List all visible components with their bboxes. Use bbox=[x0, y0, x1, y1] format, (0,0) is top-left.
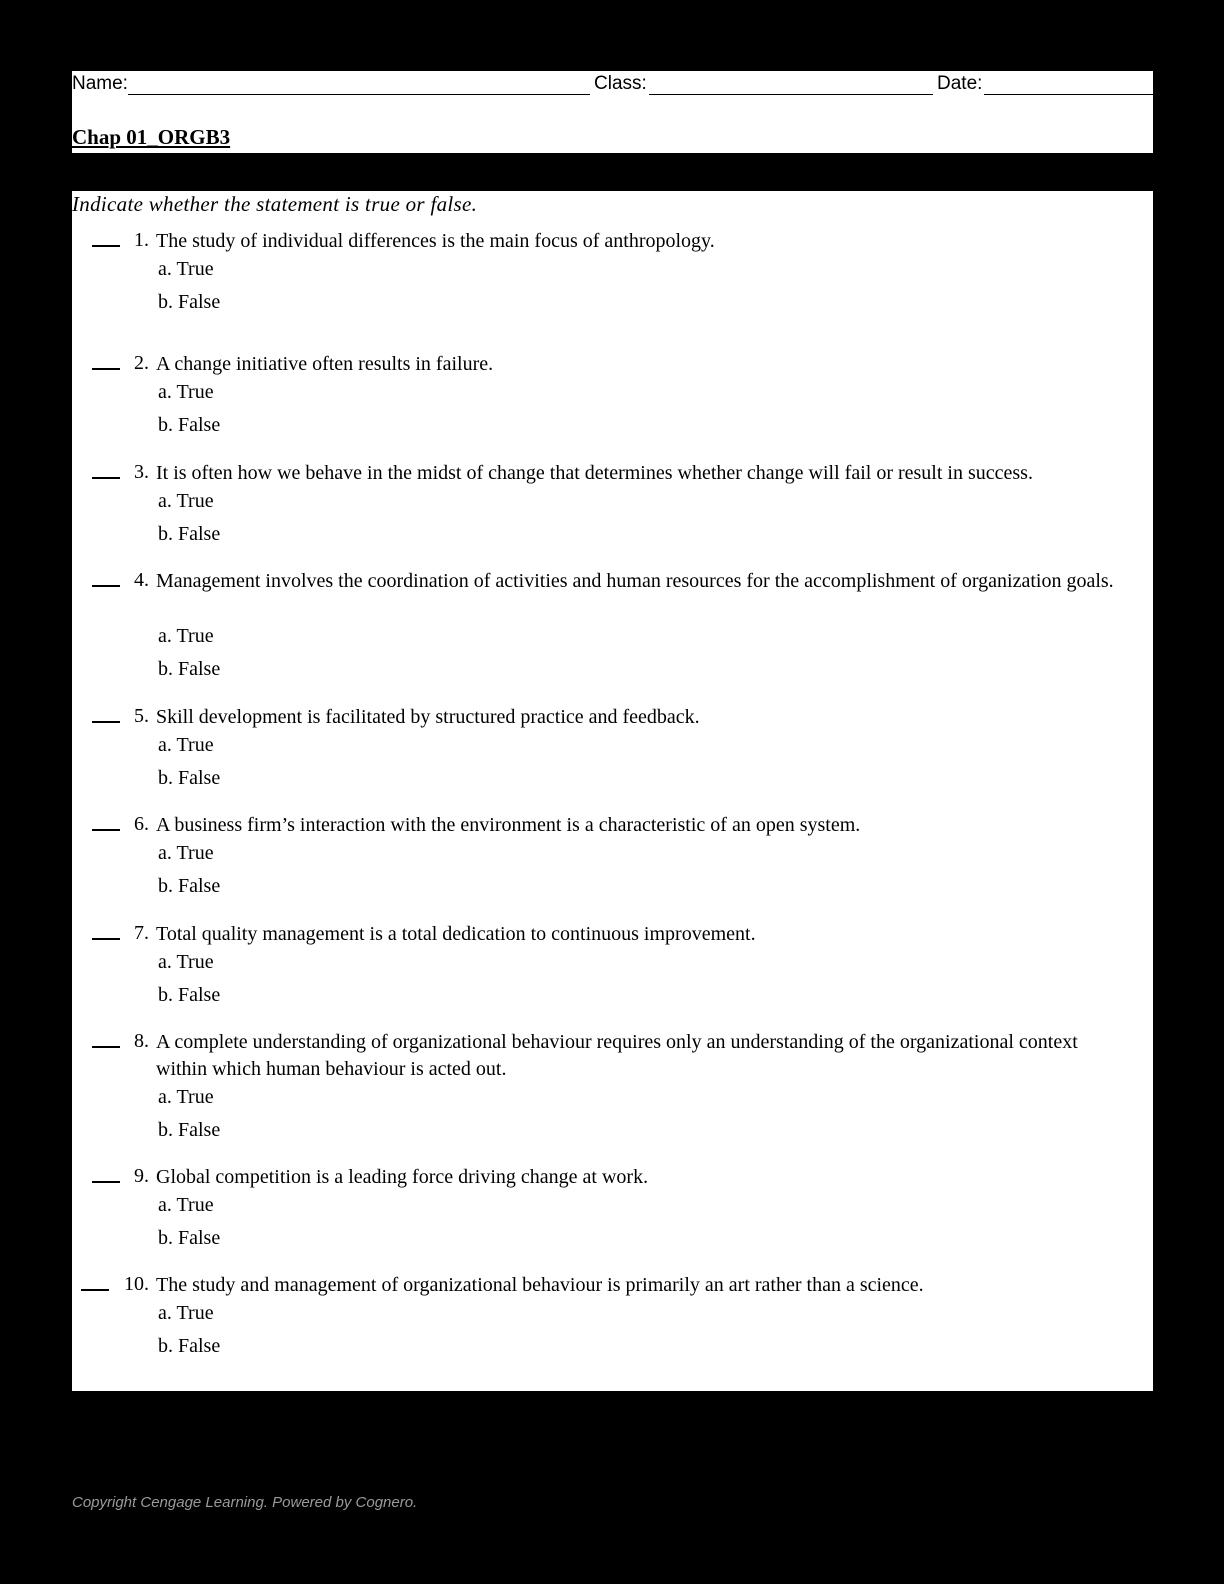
choice-false[interactable]: b. False bbox=[158, 1227, 221, 1249]
header-box bbox=[72, 71, 1153, 153]
class-field-line[interactable] bbox=[649, 94, 933, 95]
choice-false[interactable]: b. False bbox=[158, 523, 221, 545]
question-text: Global competition is a leading force driving change at work. bbox=[156, 1166, 649, 1188]
choice-false[interactable]: b. False bbox=[158, 984, 221, 1006]
question-text: It is often how we behave in the midst of change that determines whether change will fail or result in success. bbox=[156, 462, 1033, 484]
date-field-line[interactable] bbox=[984, 94, 1153, 95]
question-text: The study of individual differences is the main focus of anthropology. bbox=[156, 230, 715, 252]
quiz-body bbox=[72, 191, 1153, 1391]
choice-false[interactable]: b. False bbox=[158, 291, 221, 313]
choice-true[interactable]: a. True bbox=[158, 258, 214, 280]
question-number: 6. bbox=[134, 813, 149, 835]
instructions: Indicate whether the statement is true or false. bbox=[72, 192, 478, 216]
choice-false[interactable]: b. False bbox=[158, 767, 221, 789]
chapter-title: Chap 01_ORGB3 bbox=[72, 125, 231, 149]
question-number: 5. bbox=[134, 705, 149, 727]
choice-true[interactable]: a. True bbox=[158, 951, 214, 973]
question-number: 2. bbox=[134, 352, 149, 374]
question-number: 1. bbox=[134, 229, 149, 251]
choice-false[interactable]: b. False bbox=[158, 658, 221, 680]
choice-true[interactable]: a. True bbox=[158, 625, 214, 647]
choice-true[interactable]: a. True bbox=[158, 1086, 214, 1108]
name-field-line[interactable] bbox=[128, 94, 590, 95]
student-info-row bbox=[72, 73, 1153, 99]
question-text: A complete understanding of organizational behaviour requires only an understanding of the organizational context within which human behaviour is acted out. bbox=[156, 1031, 1078, 1080]
class-label: Class: bbox=[594, 73, 647, 94]
choice-true[interactable]: a. True bbox=[158, 1302, 214, 1324]
choice-false[interactable]: b. False bbox=[158, 875, 221, 897]
choice-false[interactable]: b. False bbox=[158, 414, 221, 436]
question-number: 4. bbox=[134, 569, 149, 591]
name-label: Name: bbox=[72, 73, 128, 94]
question-text: A change initiative often results in failure. bbox=[156, 353, 494, 375]
choice-false[interactable]: b. False bbox=[158, 1335, 221, 1357]
choice-true[interactable]: a. True bbox=[158, 842, 214, 864]
question-number: 7. bbox=[134, 922, 149, 944]
question-number: 3. bbox=[134, 461, 149, 483]
question-text: Total quality management is a total dedication to continuous improvement. bbox=[156, 923, 756, 945]
question-text: A business firm’s interaction with the environment is a characteristic of an open system. bbox=[156, 814, 861, 836]
question-number: 9. bbox=[134, 1165, 149, 1187]
question-text: The study and management of organizational behaviour is primarily an art rather than a science. bbox=[156, 1274, 924, 1296]
copyright-footer: Copyright Cengage Learning. Powered by Cognero. bbox=[72, 1494, 418, 1511]
choice-true[interactable]: a. True bbox=[158, 490, 214, 512]
question-number: 8. bbox=[134, 1030, 149, 1052]
choice-true[interactable]: a. True bbox=[158, 1194, 214, 1216]
choice-true[interactable]: a. True bbox=[158, 734, 214, 756]
question-text: Skill development is facilitated by structured practice and feedback. bbox=[156, 706, 700, 728]
choice-true[interactable]: a. True bbox=[158, 381, 214, 403]
choice-false[interactable]: b. False bbox=[158, 1119, 221, 1141]
question-text: Management involves the coordination of activities and human resources for the accomplishment of organization goals. bbox=[156, 570, 1114, 592]
question-number: 10. bbox=[124, 1273, 149, 1295]
date-label: Date: bbox=[937, 73, 983, 94]
